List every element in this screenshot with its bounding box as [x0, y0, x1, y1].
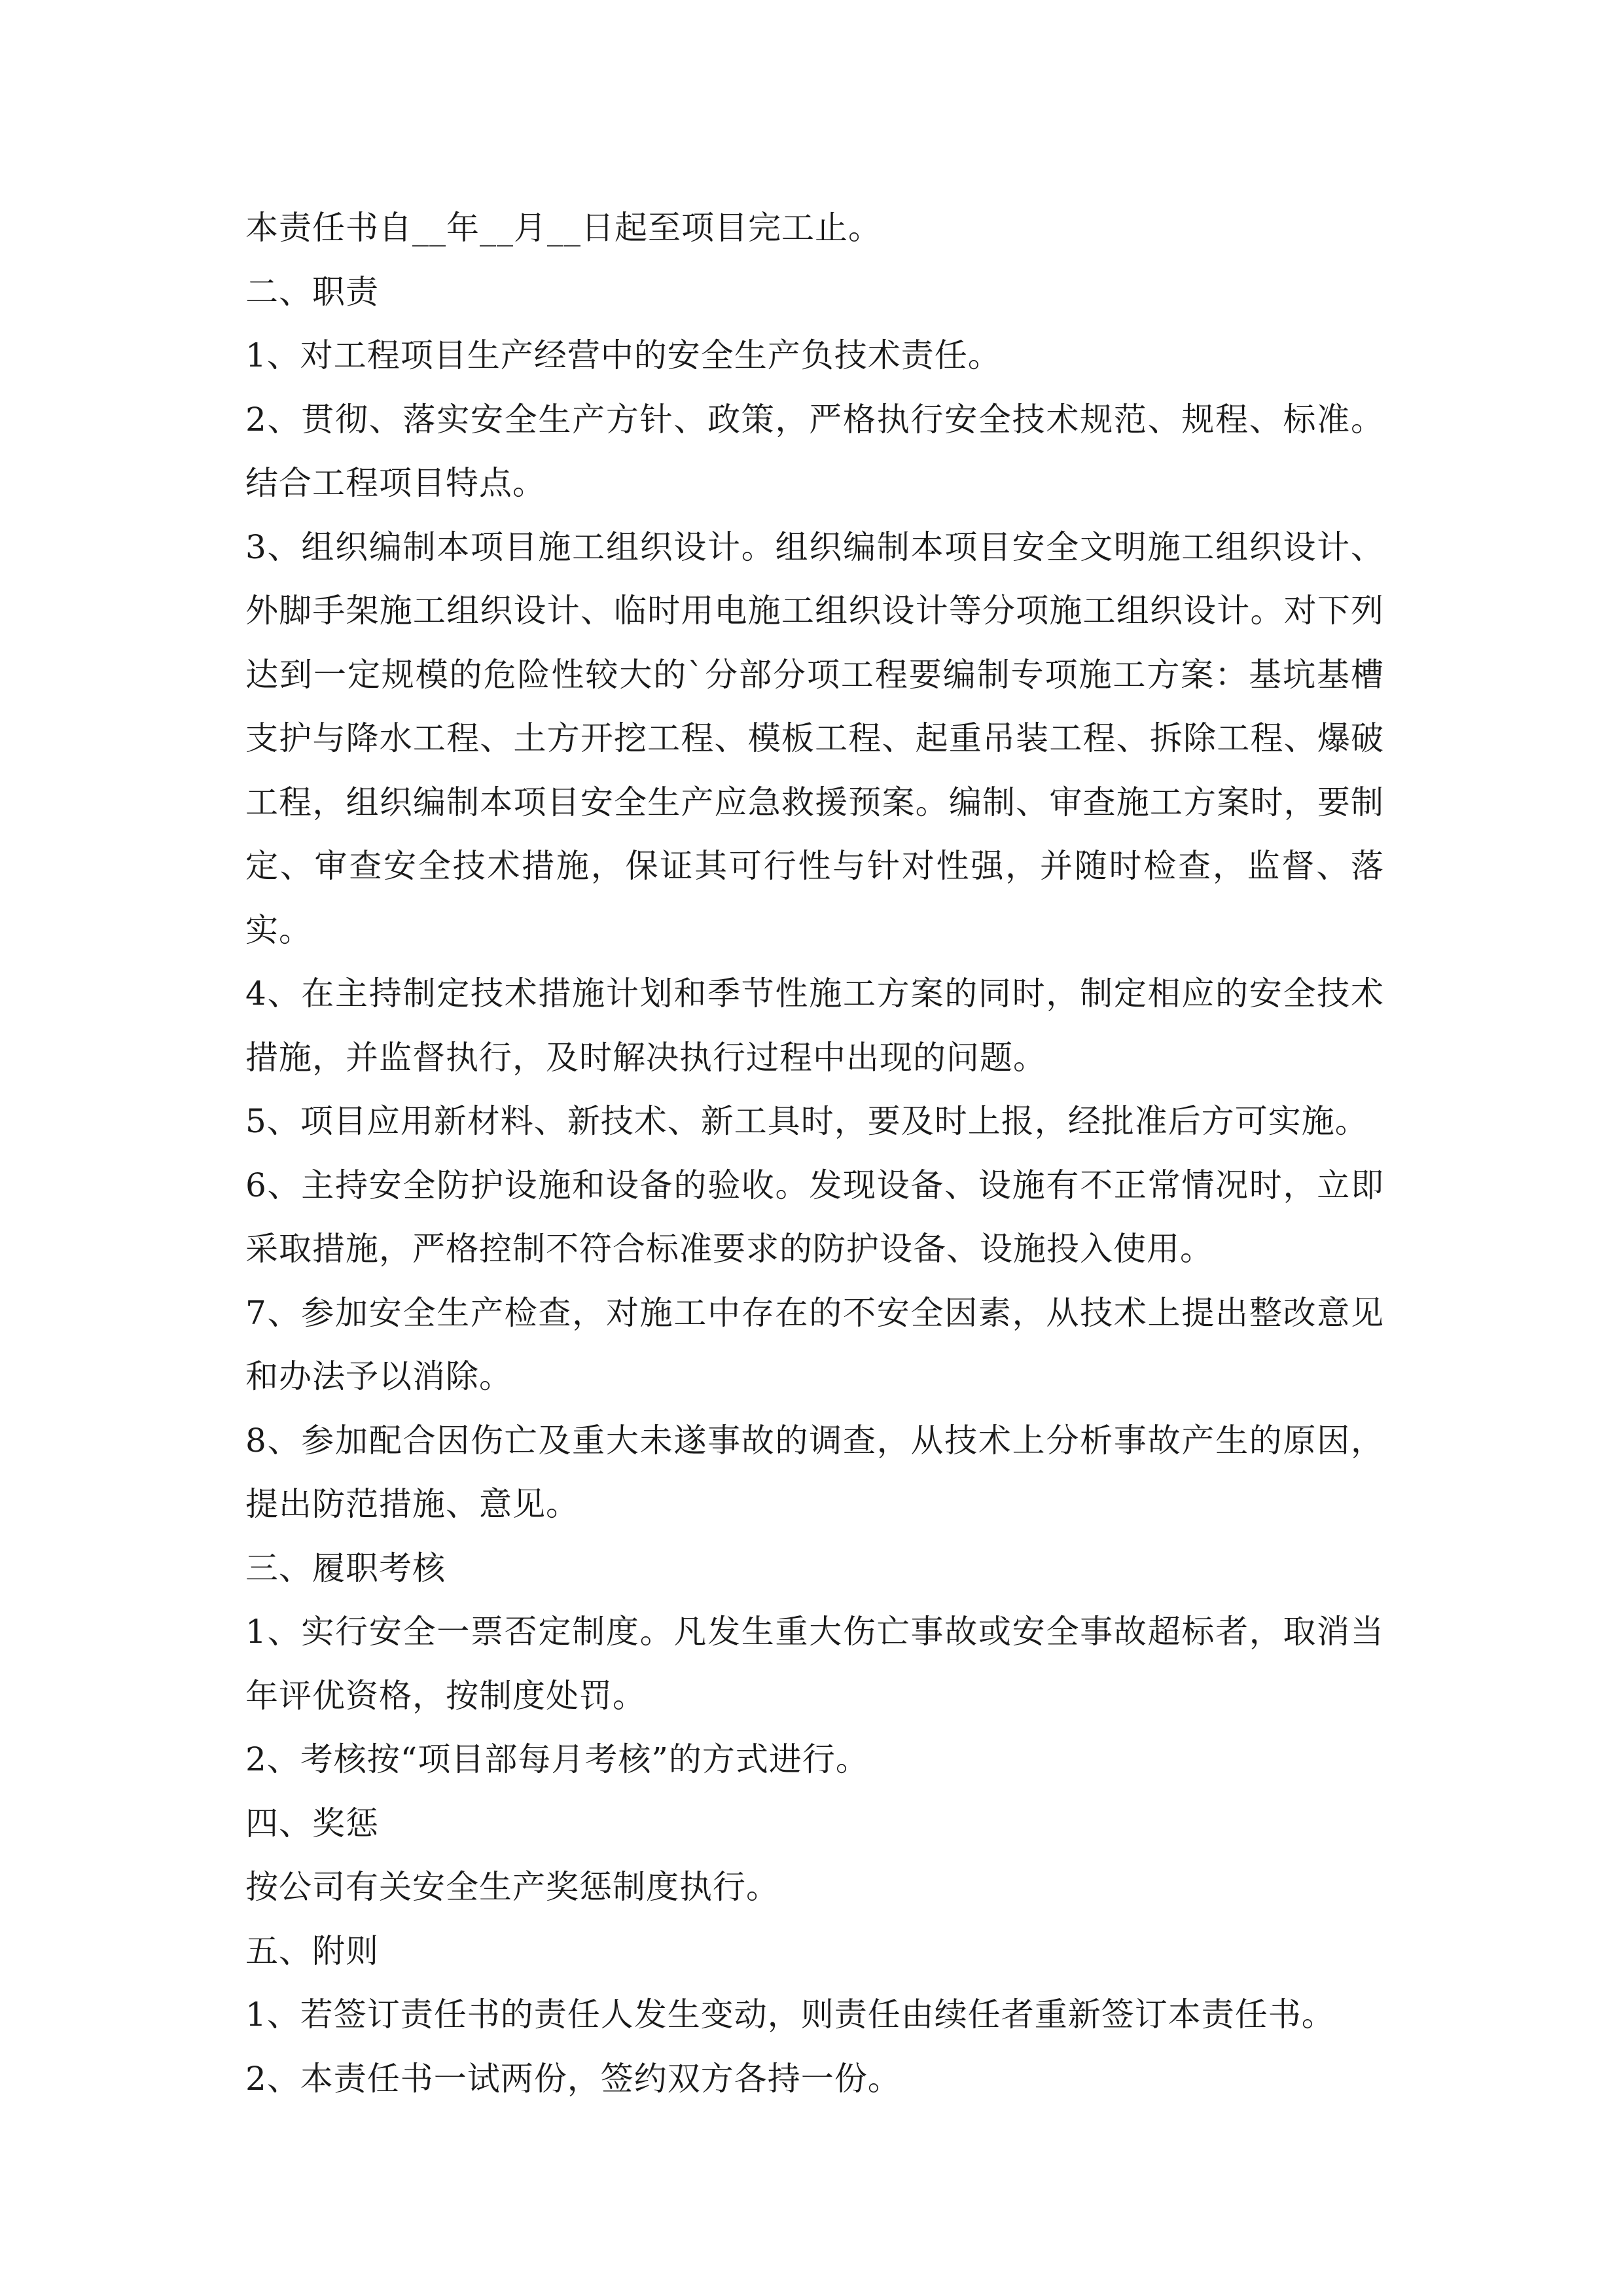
duty-item-1: 1、对工程项目生产经营中的安全生产负技术责任。 — [245, 336, 1001, 374]
document-body — [245, 196, 1384, 2111]
rewards-text: 按公司有关安全生产奖惩制度执行。 — [245, 1868, 779, 1906]
duty-item-7: 7、参加安全生产检查，对施工中存在的不安全因素，从技术上提出整改意见和办法予以消除。 — [245, 1293, 1384, 1395]
section-heading-supplementary: 五、附则 — [245, 1931, 379, 1970]
section-heading-duties: 二、职责 — [245, 272, 379, 311]
supplementary-item-2: 2、本责任书一试两份，签约双方各持一份。 — [245, 2059, 901, 2098]
duty-item-6: 6、主持安全防护设施和设备的验收。发现设备、设施有不正常情况时，立即采取措施，严格控制不符合标准要求的防护设备、设施投入使用。 — [245, 1166, 1384, 1268]
section-heading-assessment: 三、履职考核 — [245, 1549, 446, 1587]
duty-item-5: 5、项目应用新材料、新技术、新工具时，要及时上报，经批准后方可实施。 — [245, 1102, 1368, 1140]
assessment-item-1: 1、实行安全一票否定制度。凡发生重大伤亡事故或安全事故超标者，取消当年评优资格，按制度处罚。 — [245, 1613, 1384, 1715]
term-statement: 本责任书自__年__月__日起至项目完工止。 — [245, 209, 882, 247]
duty-item-2: 2、贯彻、落实安全生产方针、政策，严格执行安全技术规范、规程、标准。结合工程项目特点。 — [245, 400, 1384, 502]
section-heading-rewards: 四、奖惩 — [245, 1804, 379, 1842]
assessment-item-2: 2、考核按“项目部每月考核”的方式进行。 — [245, 1740, 869, 1778]
duty-item-4: 4、在主持制定技术措施计划和季节性施工方案的同时，制定相应的安全技术措施，并监督执行，及时解决执行过程中出现的问题。 — [245, 975, 1384, 1077]
duty-item-8: 8、参加配合因伤亡及重大未遂事故的调查，从技术上分析事故产生的原因，提出防范措施、意见。 — [245, 1421, 1384, 1523]
supplementary-item-1: 1、若签订责任书的责任人发生变动，则责任由续任者重新签订本责任书。 — [245, 1996, 1335, 2034]
duty-item-3: 3、组织编制本项目施工组织设计。组织编制本项目安全文明施工组织设计、外脚手架施工组织设计、临时用电施工组织设计等分项施工组织设计。对下列达到一定规模的危险性较大的`分部分项工程要编制专项施工方案：基坑基槽支护与降水工程、土方开挖工程、模板工程、起重吊装工程、拆除工程、爆破工程，组织编制本项目安全生产应急救援预案。编制、审查施工方案时，要制定、审查安全技术措施，保证其可行性与针对性强，并随时检查，监督、落实。 — [245, 528, 1384, 949]
